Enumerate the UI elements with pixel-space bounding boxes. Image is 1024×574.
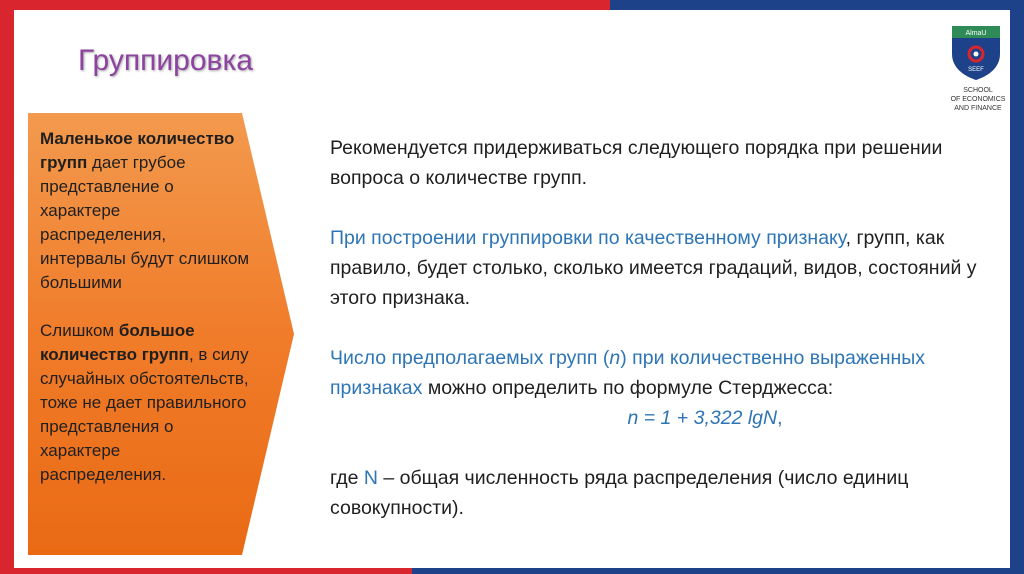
logo-text-line2: OF ECONOMICS [950,96,1006,103]
logo-text-line3: AND FINANCE [954,105,1002,112]
frame-bottom-blue [412,568,1024,574]
paragraph-quantitative: Число предполагаемых групп (n) при количественно выраженных признаках можно определить по формуле Стерджесса: [330,347,926,399]
sturges-formula: n = 1 + 3,322 lgN, [627,407,783,429]
logo-text-line1: SCHOOL [963,87,993,94]
left-chevron-box [28,113,296,555]
main-text [330,133,990,553]
almau-logo [944,24,1012,113]
paragraph-where: где N – общая численность ряда распределения (число единиц совокупности). [330,467,909,519]
svg-text:AlmaU: AlmaU [965,30,987,37]
frame-top-blue [610,0,1024,10]
frame-left [0,0,14,574]
svg-text:SEEF: SEEF [968,67,984,73]
paragraph-recommendation: Рекомендуется придерживаться следующего порядка при решении вопроса о количестве групп. [330,137,943,189]
slide-title: Группировка [78,44,253,77]
left-paragraph-2: Слишком большое количество групп, в силу случайных обстоятельств, тоже не дает правильного представления о характере распределения. [40,321,249,484]
left-paragraph-1: Маленькое количество групп дает грубое представление о характере распределения, интервалы будут слишком большими [40,129,250,292]
frame-bottom-red [0,568,412,574]
paragraph-qualitative: При построении группировки по качественному признаку, групп, как правило, будет столько, сколько имеется градаций, видов, состояний у этого признака. [330,227,977,309]
frame-top-red [0,0,610,10]
shield-logo-icon [950,24,1002,82]
frame-right [1010,0,1024,574]
